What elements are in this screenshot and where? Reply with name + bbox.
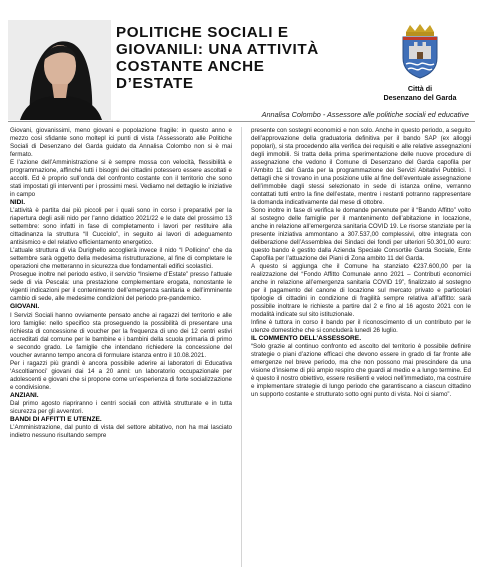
paragraph: I Servizi Sociali hanno ovviamente pensato anche ai ragazzi del territorio e alle loro famiglie: nello specifico sta proseguendo la possibilità di presentare una richiesta di concessione di voucher per la frequenza di uno dei 12 centri estivi accreditati dal comune per le bambine e i bambini della scuola primaria di primo e secondo grado. Le famiglie che intendano richiedere la concessione del voucher avranno tempo ancora di formulare istanza entro il 10.08.2021. [10,311,232,359]
city-crest-icon [398,22,442,80]
article-title [116,24,371,92]
city-label-line1: Città di [407,84,433,93]
city-label [380,84,460,102]
section-heading: NIDI. [10,199,26,206]
right-column [251,127,471,399]
title-line: POLITICHE SOCIALI E [116,24,289,41]
section-heading: IL COMMENTO DELL’ASSESSORE. [251,335,362,342]
title-line: GIOVANILI: UNA ATTIVITÀ [116,41,319,58]
title-line: COSTANTE ANCHE [116,58,265,75]
author-photo [8,20,111,120]
column-divider [241,127,242,567]
paragraph: Prosegue inoltre nel periodo estivo, il servizio “Insieme d’Estate” presso l’attuale sede di via Pescala: una prestazione complementare erogata, nonostante le vigenti indicazioni per il contenimento dell’emergenza sanitaria e dell’imminente cambio di sede, alle medesime condizioni del periodo pre-pandemico. [10,271,232,303]
byline: Annalisa Colombo - Assessore alle politiche sociali ed educative [261,110,469,119]
divider [8,121,475,122]
section-heading: GIOVANI. [10,303,40,311]
section-heading: BANDI DI AFFITTI E UTENZE. [10,415,102,423]
paragraph: Giovani, giovanissimi, meno giovani e popolazione fragile: in questo anno e mezzo così sfidante sono moltepl ici punti di vista l’Assessorato alle Politiche Sociali di Desenzano del Garda guidato da Annalisa Colombo non si è mai fermato. [10,127,232,158]
paragraph: Dal primo agosto riapriranno i centri sociali con attività strutturate e in tutta sicurezza per gli avventori. [10,399,232,415]
paragraph: Sono inoltre in fase di verifica le domande pervenute per il “Bando Affitto” volto al sostegno delle famiglie per il mantenimento dell’abitazione in locazione, anche in relazione all’emergenza sanitaria COVID 19. Le risorse stanziate per la presente iniziativa ammontano a 307.537,00 complessivi, oltre integrata con deliberazione dell’Assemblea dei Sindaci dei fondi per ulteriori 50.301,00 euro: questo bando è gestito dalla Azienda Speciale Consortile Garda Sociale, Ente Capofila per l’attuazione dei Piani di Zona ambito 11 del Garda. [251,207,471,262]
paragraph: L’attuale struttura di via Durighello accoglierà invece il nido “I Pollicino” che da settembre sarà oggetto della medesima ristrutturazione, al fine di completare le operazioni che metteranno in sicurezza due fondamentali edifici scolastici. [10,247,232,271]
title-line: D’ESTATE [116,75,194,92]
paragraph: “Solo grazie al continuo confronto ed ascolto del territorio è possibile definire strategie o piani d’azione efficaci che devono essere in grado di far fronte alle emergenze nel breve periodo, ma che non possono mai prescindere da una visione d’insieme di più ampio respiro che guardi al medio e a lungo termine. Ed è questo il nostro obiettivo, essere resilienti e veloci nell’immediato, ma costruire e implementare strategie di lungo periodo che garantiscano a ciascun cittadino un supporto costante e strutturato sotto ogni punto di vista. Noi ci siamo”. [251,343,471,399]
paragraph: L’Amministrazione, dal punto di vista del settore abitativo, non ha mai lasciato indietro nessuno risultando sempre [10,424,232,440]
paragraph: E l’azione dell’Amministrazione si è sempre mossa con velocità, flessibilità e programmazione, affinché tutti i bisogni dei cittadini potessero essere ascoltati e accolti. Ed è proprio sull’onda del confronto costante con il territorio che sono stati impostati gli interventi per i prossimi mesi. Vediamo nel dettaglio le iniziative in campo [10,159,232,198]
portrait-image [8,20,111,120]
paragraph: L’attività è partita dai più piccoli per i quali sono in corso i preparativi per la riapertura degli asili nido per l’anno didattico 2021/22 e le date del prossimo 13 settembre: sono infatti in fase di completamento i lavori per restituire alla cittadinanza la struttura “Il Cucciolo”, in seguito ai lavori di adeguamento antisismico e del relativo efficientamento energetico. [10,207,232,247]
section-heading: ANZIANI. [10,391,39,399]
paragraph: presente con sostegni economici e non solo. Anche in questo periodo, a seguito dell’approvazione della graduatoria definitiva per il bando SAP (ex alloggi popolari), si sta procedendo alla verifica dei requisiti e alle relative assegnazioni degli immobili. Si tratta della prima sperimentazione delle nuove procedure di assegnazione che vedono il Comune di Desenzano del Garda capofila per l’Ambito 11 del Garda per la programmazione dei Servizi Abitativi Pubblici. I dettagli che si trovano in una posizione utile al fine dell’eventuale assegnazione dell’immobile dagli stessi selezionato in sede di istanza online, verranno contattati tutti entro la fine dell’estate, mentre i restanti potranno rappresentare la domanda indicativamente dal mese di ottobre. [251,127,471,206]
left-column [10,127,232,440]
paragraph: Per i ragazzi più grandi è ancora possibile aderire ai laboratori di Educativa ‘Ascoltiamoci’ giovani dai 14 a 20 anni: un laboratorio occupazionale per adolescenti e giovani che si propone come un’esperienza di forte socializzazione e condivisione. [10,359,232,391]
city-label-line2: Desenzano del Garda [383,93,457,102]
paragraph: Infine è tuttora in corso il bando per il riconoscimento di un contributo per le utenze domestiche che si concluderà lunedì 26 luglio. [251,319,471,334]
paragraph: A questo si aggiunga che il Comune ha stanziato €237.600,00 per la realizzazione del “Fondo Affitto Comunale anno 2021 – Contributi economici anche in relazione all’emergenza sanitaria COVID 19”, finalizzato al sostegno per il pagamento del canone di locazione sul mercato privato e particolari tipologie di cittadini in condizione di fragilità sempre relativa all’affitto: sarà possibile inoltrare le richieste a partire dal 2 e fino al 16 agosto 2021 con le modalità indicate sul sito istituzionale. [251,263,471,318]
